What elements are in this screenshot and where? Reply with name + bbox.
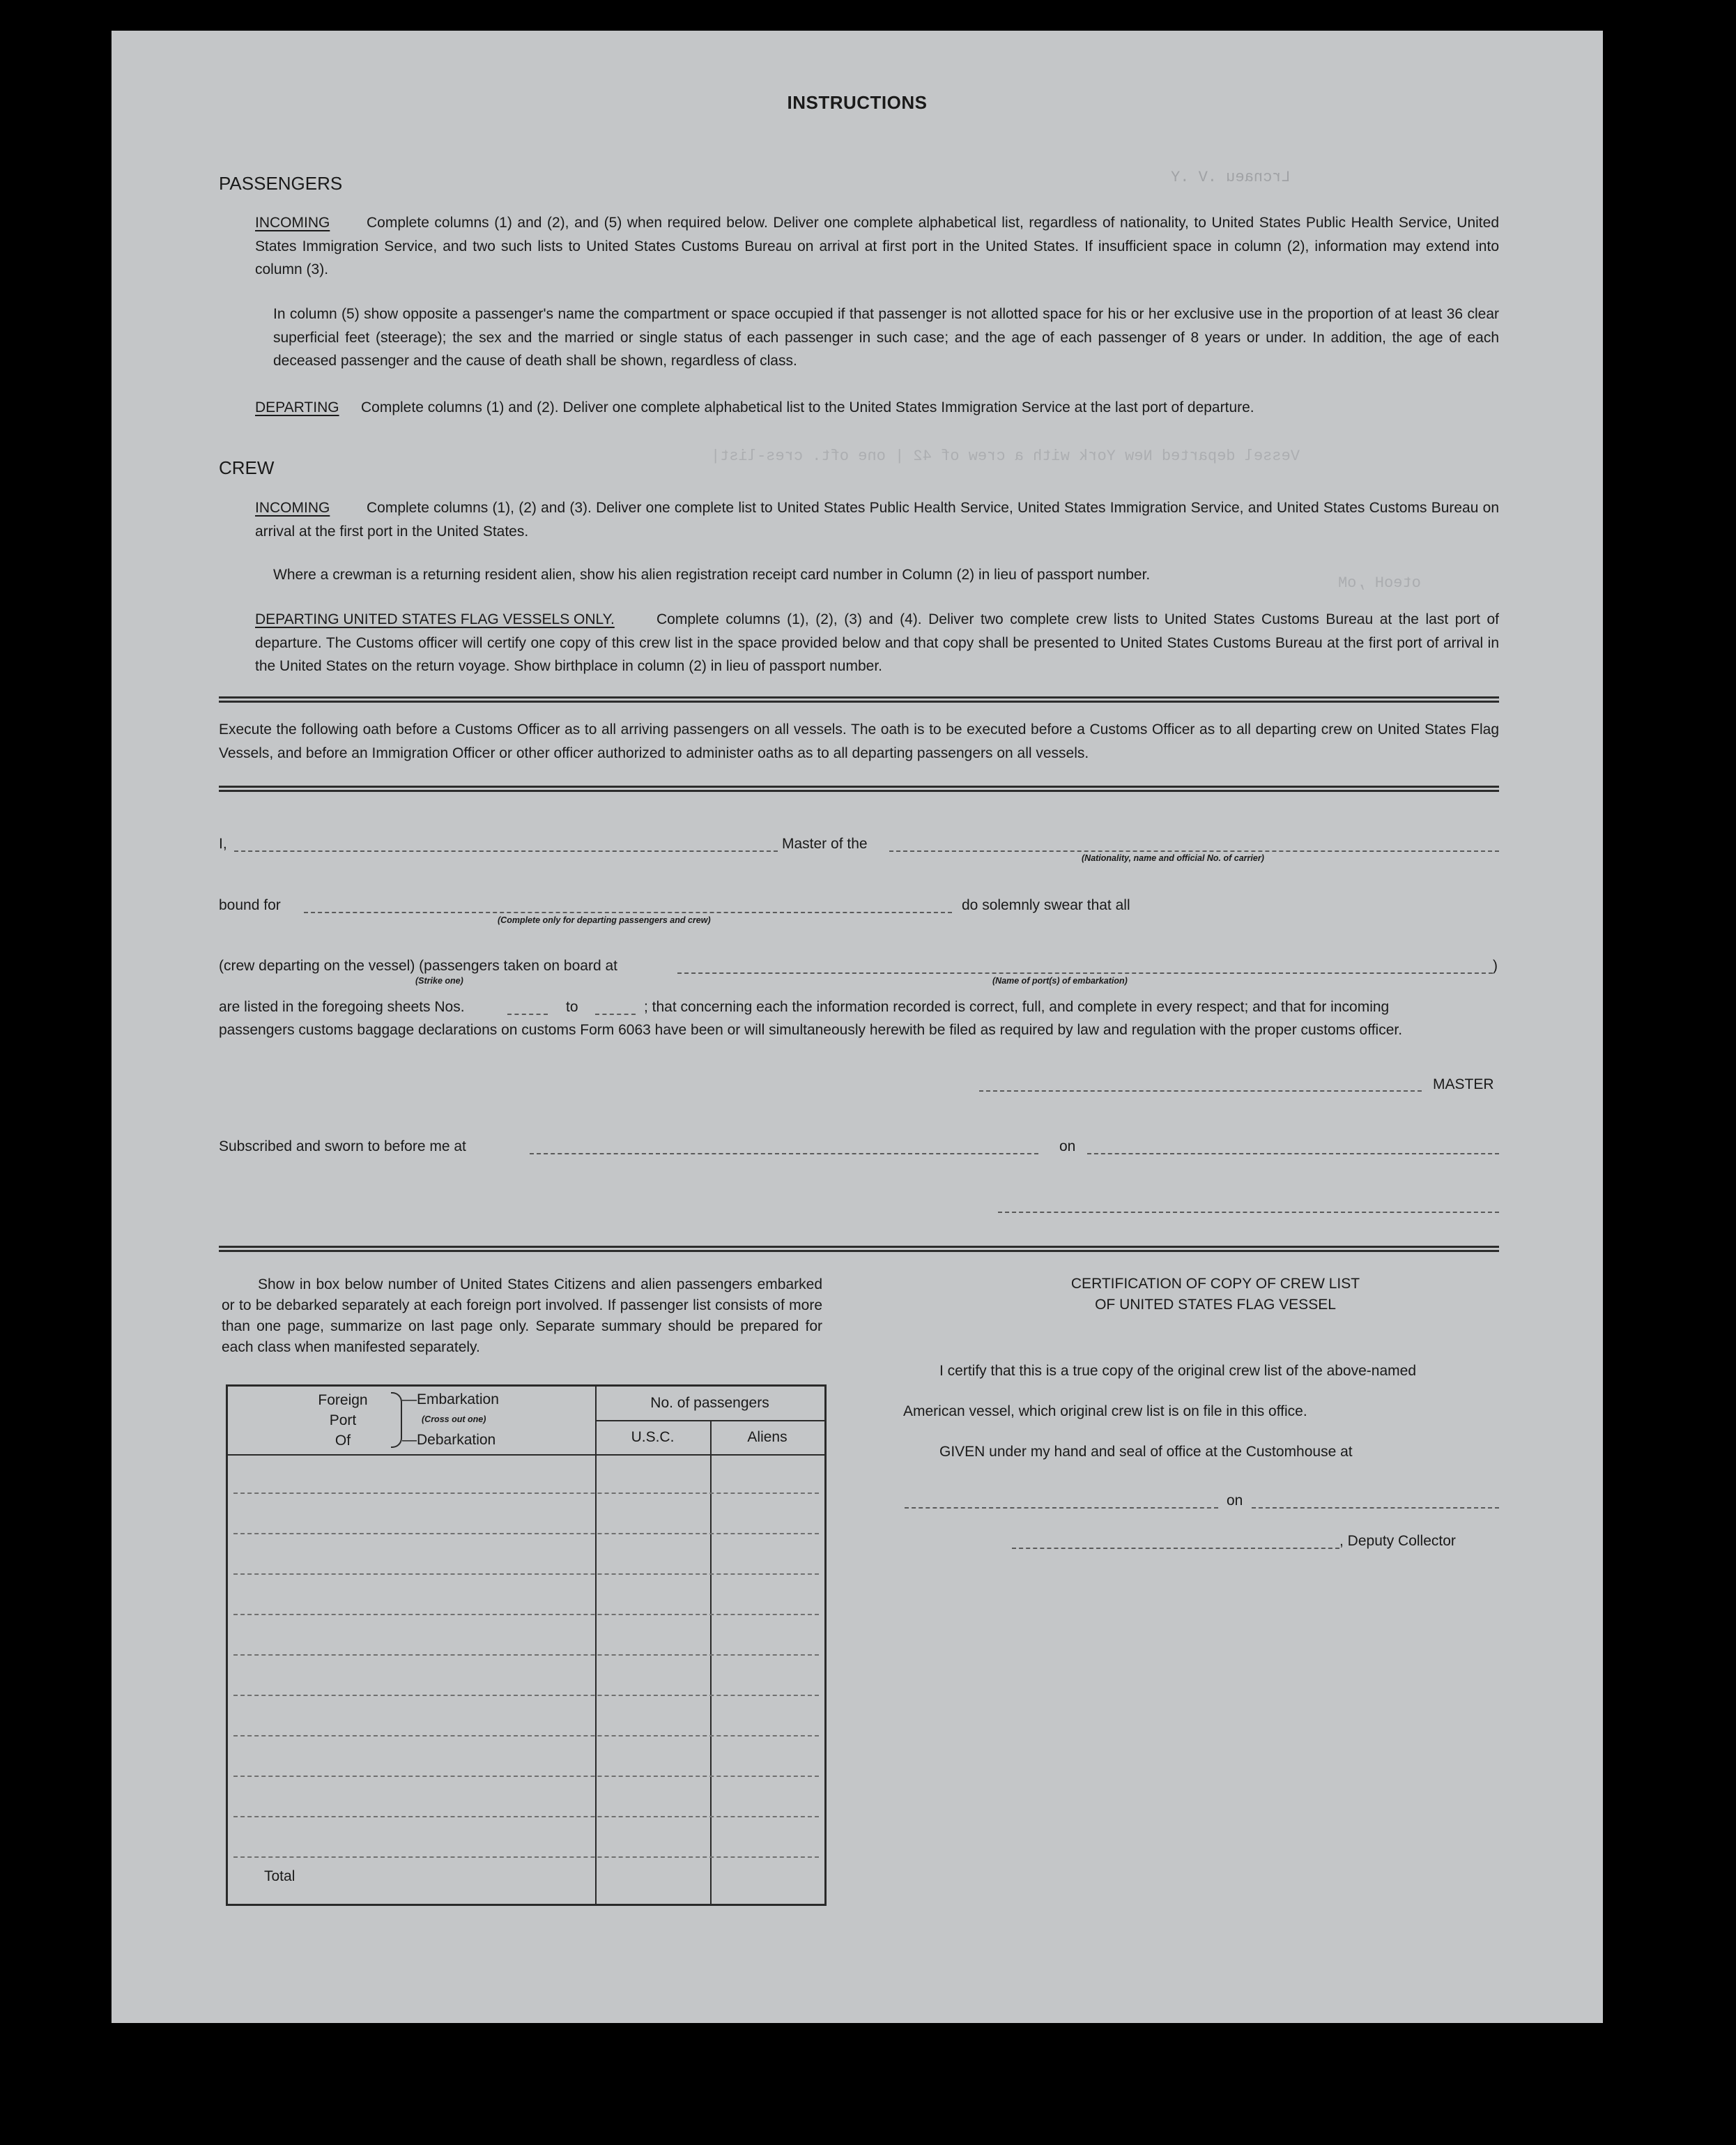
crew-incoming-text: Complete columns (1), (2) and (3). Deliver one complete list to United States Public Health Service, United States Immigration Service, and United States Customs Bureau on arrival at the first port in the United States. [255,500,1499,540]
usc-header: U.S.C. [631,1429,675,1445]
crew-departing-text: Complete columns (1), (2), (3) and (4). Deliver two complete crew lists to United States Customs Bureau at the last port of departure. The Customs officer will certify one copy of this crew list in the space provided below and that copy shall be presented to United States Customs Bureau at the first port of arrival in the United States on the return voyage. Show birthplace in column (2) in lieu of passport number. [255,611,1499,674]
passengers-departing-text: Complete columns (1) and (2). Deliver one complete alphabetical list to the United States Immigration Service at the last port of departure. [361,399,1254,415]
statement-rest: passengers customs baggage declarations on customs Form 6063 have been or will simultaneously herewith be filed as required by law and regulation with the proper customs officer. [219,1022,1403,1038]
table-row[interactable] [233,1654,819,1656]
master-label: MASTER [1433,1076,1494,1092]
column5-text: In column (5) show opposite a passenger's name the compartment or space occupied if that passenger is not allotted space for his or her exclusive use in the proportion of at least 36 clear superficial feet (steerage); the sex and the married or single status of each passenger in such case; and the age of each passenger of 8 years or under. In addition, the age of each deceased passenger and the cause of death shall be shown, regardless of class. [273,306,1499,369]
deputy-collector-label: , Deputy Collector [1339,1533,1456,1549]
divider [219,1246,1499,1252]
header-divider [595,1420,824,1421]
embarkation-option[interactable]: —Embarkation [402,1391,499,1407]
divider [219,696,1499,703]
bleedthrough-text: Lrcnaeu .V .Y [1171,169,1291,186]
oath-instruction: Execute the following oath before a Customs Officer as to all arriving passengers on all vessels. The oath is to be executed before a Customs Officer as to all departing crew on United States Flag Vessels, and before an Immigration Officer or other officer authorized to administer oaths as to all departing passengers on all vessels. [219,722,1499,761]
table-row[interactable] [233,1493,819,1494]
nationality-hint: (Nationality, name and official No. of carrier) [1082,853,1264,863]
divider [219,786,1499,792]
officer-signature-field[interactable] [998,1212,1499,1213]
table-row[interactable] [233,1856,819,1858]
crew-departing-label: DEPARTING UNITED STATES FLAG VESSELS ONLY. [255,611,615,627]
certification-title: CERTIFICATION OF COPY OF CREW LIST [1070,1276,1360,1292]
certification-date-field[interactable] [1252,1507,1499,1509]
passengers-departing-label: DEPARTING [255,399,339,415]
bound-for-hint: (Complete only for departing passengers and crew) [498,915,711,925]
passengers-incoming-text: Complete columns (1) and (2), and (5) when required below. Deliver one complete alphabetical list, regardless of nationality, to United States Public Health Service, United States Immigration Service, and two such lists to United States Customs Bureau on arrival at first port in the United States. If insufficient space in column (2), information may extend into column (3). [255,215,1499,277]
passengers-heading: PASSENGERS [219,173,343,194]
bleedthrough-text: oteoH ,oM [1338,574,1421,592]
carrier-field[interactable] [889,850,1499,852]
bleedthrough-text: Vessel departed New York with a crew of 42 | one oft. cres-list| [711,448,1300,465]
crew-incoming-label: INCOMING [255,500,330,516]
table-row[interactable] [233,1614,819,1615]
strike-hint: (Strike one) [415,976,463,986]
master-signature-field[interactable] [979,1090,1422,1092]
table-row[interactable] [233,1735,819,1736]
to-label: to [566,999,578,1015]
brace-icon [391,1392,402,1448]
sheet-from-field[interactable] [507,1014,548,1015]
foreign-label: Foreign [318,1392,368,1408]
table-row[interactable] [233,1573,819,1575]
crew-resident-text: Where a crewman is a returning resident alien, show his alien registration receipt card number in Column (2) in lieu of passport number. [273,567,1151,583]
statement-first-line: ; that concerning each the information recorded is correct, full, and complete in every respect; and that for incoming [644,999,1390,1015]
crew-departing-choice: (crew departing on the vessel) (passengers taken on board at [219,958,617,974]
page-title: INSTRUCTIONS [787,92,928,113]
i-label: I, [219,836,227,852]
total-label: Total [264,1868,295,1884]
passenger-summary-table [226,1384,827,1906]
cert-on-label: on [1227,1493,1243,1509]
crew-heading: CREW [219,457,275,478]
of-label: Of [335,1433,351,1449]
subscribed-label: Subscribed and sworn to before me at [219,1138,466,1154]
sworn-date-field[interactable] [1087,1153,1499,1154]
bound-for-label: bound for [219,897,281,913]
header-bottom [228,1454,824,1456]
debarkation-option[interactable]: —Debarkation [402,1432,496,1448]
no-of-passengers-header: No. of passengers [650,1395,769,1411]
table-row[interactable] [233,1695,819,1696]
column-divider [595,1387,597,1904]
sworn-place-field[interactable] [530,1153,1038,1154]
certify-line2: American vessel, which original crew list is on file in this office. [903,1403,1307,1419]
given-text: GIVEN under my hand and seal of office at the Customhouse at [939,1444,1353,1460]
on-label: on [1059,1138,1076,1154]
table-row[interactable] [233,1533,819,1534]
master-name-field[interactable] [234,850,778,852]
summary-instruction: Show in box below number of United States Citizens and alien passengers embarked or to be debarked separately at each foreign port involved. If passenger list consists of more than one page, summarize on last page only. Separate summary should be prepared for each class when manifested separately. [222,1276,822,1355]
certification-subtitle: OF UNITED STATES FLAG VESSEL [1095,1297,1336,1313]
deputy-signature-field[interactable] [1012,1548,1339,1549]
passengers-incoming-label: INCOMING [255,215,330,231]
port-label: Port [329,1412,357,1428]
embarkation-port-field[interactable] [677,972,1493,974]
swear-label: do solemnly swear that all [962,897,1130,913]
form-page [112,31,1603,2023]
table-row[interactable] [233,1816,819,1817]
table-row[interactable] [233,1776,819,1777]
cross-out-hint: (Cross out one) [422,1414,486,1424]
close-paren: ) [1493,958,1498,974]
aliens-header: Aliens [747,1429,788,1445]
sheet-to-field[interactable] [595,1014,636,1015]
customhouse-field[interactable] [905,1507,1218,1509]
master-of-label: Master of the [782,836,868,852]
port-hint: (Name of port(s) of embarkation) [992,976,1128,986]
certify-line1: I certify that this is a true copy of the original crew list of the above-named [939,1363,1416,1379]
bound-for-field[interactable] [304,912,952,913]
sheets-label: are listed in the foregoing sheets Nos. [219,999,465,1015]
